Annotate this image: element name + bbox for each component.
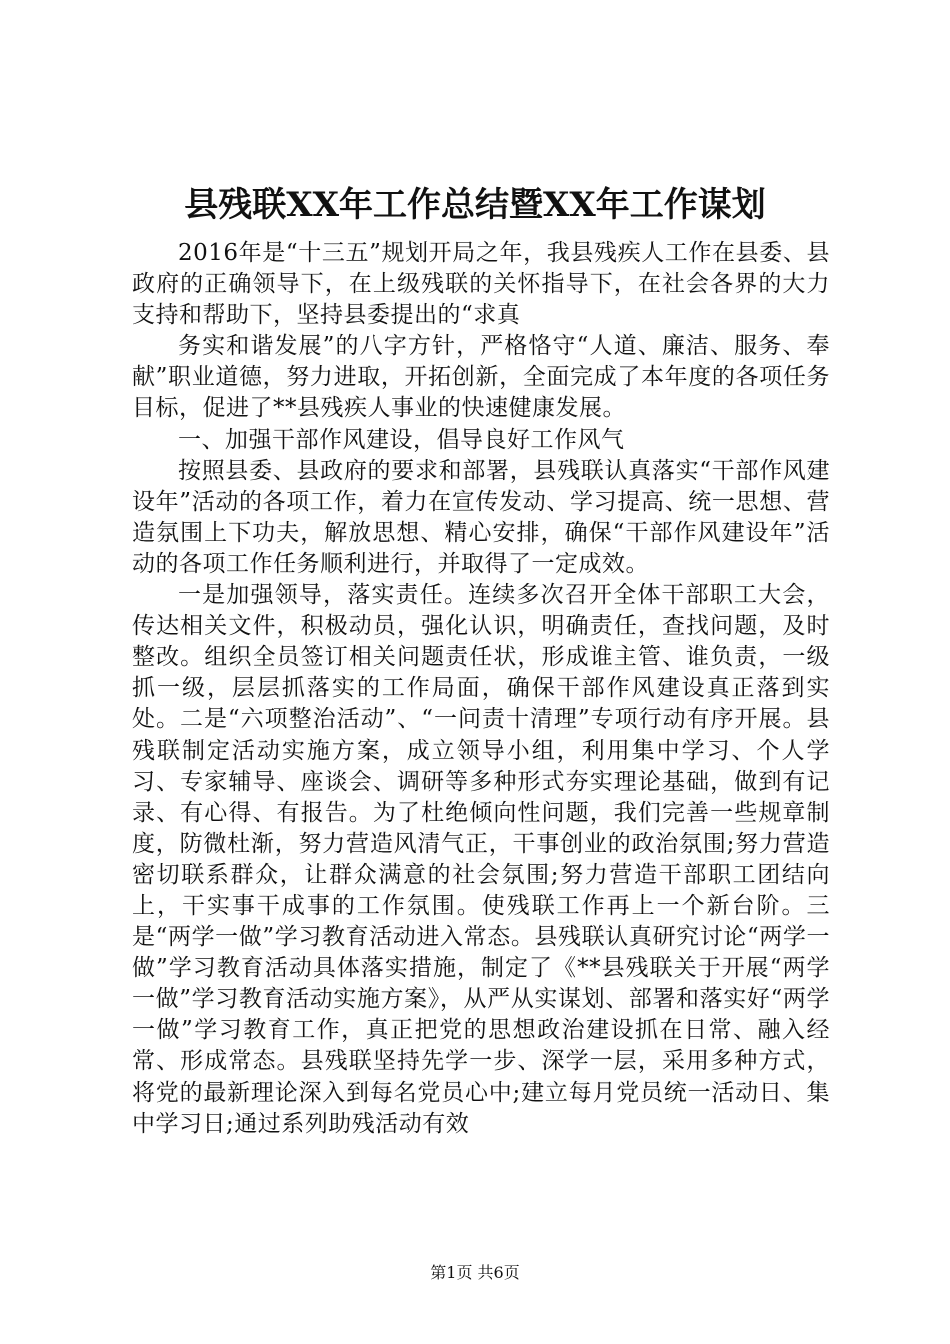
- document-body: [132, 238, 830, 1140]
- paragraph-intro: 2016年是“十三五”规划开局之年，我县残疾人工作在县委、县政府的正确领导下，在上级残联的关怀指导下，在社会各界的大力支持和帮助下，坚持县委提出的“求真: [132, 240, 830, 329]
- section-heading: 一、加强干部作风建设，倡导良好工作风气: [178, 426, 625, 453]
- document-title: 县残联XX年工作总结暨XX年工作谋划: [184, 185, 766, 225]
- page-footer: 第1页 共6页: [430, 1263, 520, 1282]
- paragraph-measures: 一是加强领导，落实责任。连续多次召开全体干部职工大会，传达相关文件，积极动员，强化认识，明确责任，查找问题，及时整改。组织全员签订相关问题责任状，形成谁主管、谁负责，一级抓一级，层层抓落实的工作局面，确保干部作风建设真正落到实处。二是“六项整治活动”、“一问责十清理”专项行动有序开展。县残联制定活动实施方案，成立领导小组，利用集中学习、个人学习、专家辅导、座谈会、调研等多种形式夯实理论基础，做到有记录、有心得、有报告。为了杜绝倾向性问题，我们完善一些规章制度，防微杜渐，努力营造风清气正，干事创业的政治氛围;努力营造密切联系群众，让群众满意的社会氛围;努力营造干部职工团结向上，干实事干成事的工作氛围。使残联工作再上一个新台阶。三是“两学一做”学习教育活动进入常态。县残联认真研究讨论“两学一做”学习教育活动具体落实措施，制定了《**县残联关于开展“两学一做”学习教育活动实施方案》，从严从实谋划、部署和落实好“两学一做”学习教育工作，真正把党的思想政治建设抓在日常、融入经常、形成常态。县残联坚持先学一步、深学一层，采用多种方式，将党的最新理论深入到每名党员心中;建立每月党员统一活动日、集中学习日;通过系列助残活动有效: [132, 582, 830, 1137]
- paragraph-intro-continued: 务实和谐发展”的八字方针，严格恪守“人道、廉洁、服务、奉献”职业道德，努力进取，开拓创新，全面完成了本年度的各项任务目标，促进了**县残疾人事业的快速健康发展。: [132, 333, 830, 422]
- paragraph-section-one: 按照县委、县政府的要求和部署，县残联认真落实“干部作风建设年”活动的各项工作，着力在宣传发动、学习提高、统一思想、营造氛围上下功夫，解放思想、精心安排，确保“干部作风建设年”活动的各项工作任务顺利进行，并取得了一定成效。: [132, 457, 830, 577]
